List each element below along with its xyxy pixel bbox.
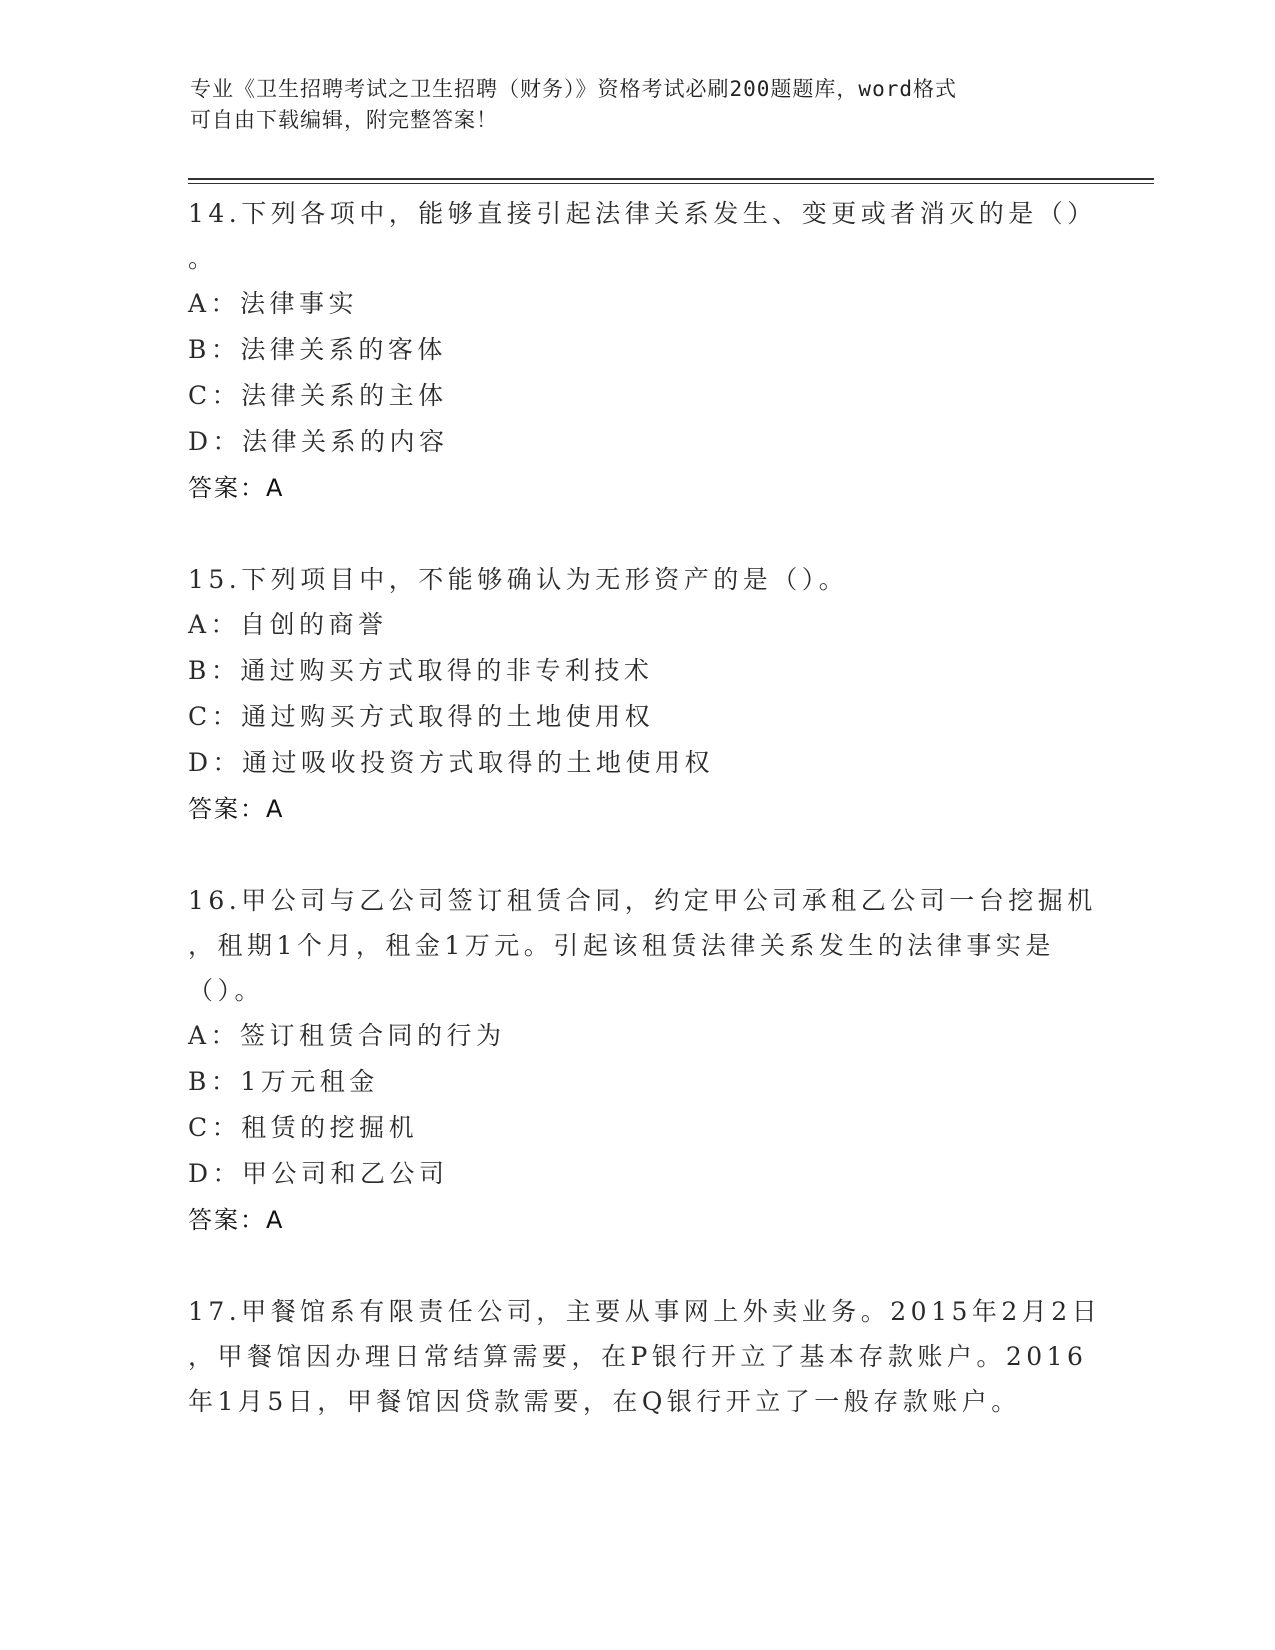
question-gap (188, 1243, 1088, 1289)
question-list (188, 191, 1102, 1424)
option-d: D：甲公司和乙公司 (188, 1159, 449, 1188)
question-stem-line: 年1月5日，甲餐馆因贷款需要，在Q银行开立了一般存款账户。 (188, 1387, 1021, 1416)
option-b: B：通过购买方式取得的非专利技术 (188, 656, 654, 685)
question-14 (188, 191, 1097, 511)
question-15 (188, 557, 1088, 832)
header-line-1: 专业《卫生招聘考试之卫生招聘（财务）》资格考试必刷200题题库，word格式 (190, 77, 957, 101)
question-stem-line: 14.下列各项中，能够直接引起法律关系发生、变更或者消灭的是（） (188, 199, 1097, 228)
header-line-2: 可自由下载编辑，附完整答案！ (190, 108, 498, 132)
option-c: C：法律关系的主体 (188, 381, 448, 410)
option-b: B：法律关系的客体 (188, 335, 447, 364)
question-stem-line: 17.甲餐馆系有限责任公司，主要从事网上外卖业务。2015年2月2日 (188, 1297, 1102, 1326)
option-c: C：租赁的挖掘机 (188, 1113, 419, 1142)
question-16 (188, 878, 1097, 1243)
answer-line: 答案：A (188, 474, 285, 502)
option-a: A：自创的商誉 (188, 610, 388, 639)
question-gap (188, 511, 1088, 557)
option-b: B：1万元租金 (188, 1067, 379, 1096)
question-stem-line: ，甲餐馆因办理日常结算需要，在P银行开立了基本存款账户。2016 (188, 1342, 1088, 1371)
option-a: A：签订租赁合同的行为 (188, 1021, 506, 1050)
header-rule-thick (188, 178, 1154, 180)
option-a: A：法律事实 (188, 289, 359, 318)
question-stem-line: ，租期1个月，租金1万元。引起该租赁法律关系发生的法律事实是 (188, 931, 1055, 960)
question-gap (188, 832, 1088, 878)
question-stem-line: 16.甲公司与乙公司签订租赁合同，约定甲公司承租乙公司一台挖掘机 (188, 886, 1097, 915)
question-stem-line: 15.下列项目中，不能够确认为无形资产的是（）。 (188, 565, 849, 594)
header-rule-thin (188, 183, 1154, 184)
question-stem-line: 。 (188, 244, 218, 273)
question-stem-line: （）。 (188, 976, 265, 1005)
document-header (190, 74, 1070, 136)
question-17 (188, 1289, 1102, 1424)
option-d: D：法律关系的内容 (188, 427, 449, 456)
option-d: D：通过吸收投资方式取得的土地使用权 (188, 748, 715, 777)
answer-line: 答案：A (188, 795, 285, 823)
answer-line: 答案：A (188, 1206, 285, 1234)
option-c: C：通过购买方式取得的土地使用权 (188, 702, 655, 731)
